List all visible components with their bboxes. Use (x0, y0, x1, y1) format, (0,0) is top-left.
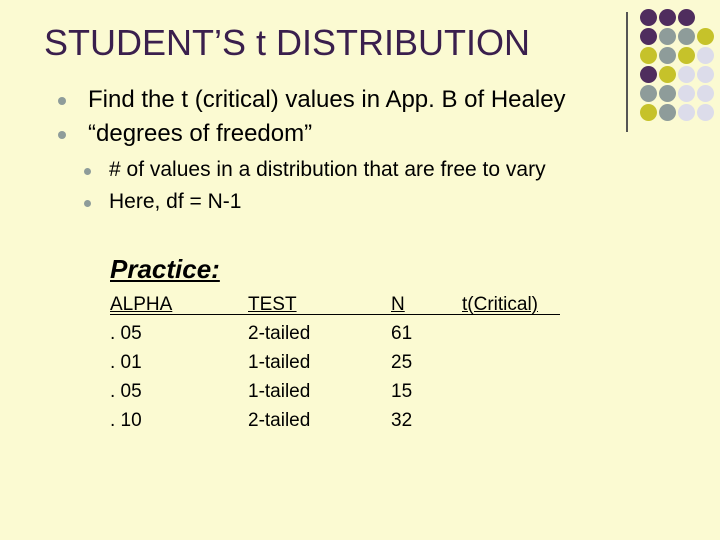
table-cell: . 10 (110, 410, 142, 431)
decorative-dot (640, 104, 657, 121)
table-cell: 61 (391, 323, 413, 344)
table-cell: . 01 (110, 352, 142, 373)
column-test (248, 290, 310, 435)
decorative-dot (659, 28, 676, 45)
column-header: TEST (248, 294, 297, 315)
table-cell: 1-tailed (248, 352, 311, 373)
sub-bullet-text: # of values in a distribution that are free to vary (109, 158, 546, 181)
decorative-dot (678, 47, 695, 64)
decorative-dot (697, 66, 714, 83)
table-cell: 15 (391, 381, 413, 402)
bullet-dot-icon (58, 131, 66, 139)
bullet-text: “degrees of freedom” (88, 120, 313, 147)
decorative-dot (697, 47, 714, 64)
table-cell: . 05 (110, 381, 142, 402)
decorative-dot (659, 104, 676, 121)
decorative-dot (678, 28, 695, 45)
decorative-dot (659, 47, 676, 64)
divider-line (626, 12, 628, 132)
table-cell: 25 (391, 352, 413, 373)
table-cell: . 05 (110, 323, 142, 344)
column-header: t(Critical) (462, 294, 538, 315)
column-alpha (110, 290, 172, 435)
column-header: N (391, 294, 405, 315)
bullet-dot-icon (84, 200, 91, 207)
slide-title: STUDENT’S t DISTRIBUTION (44, 22, 531, 63)
decorative-dot (697, 85, 714, 102)
decorative-dot (697, 28, 714, 45)
column-t-critical (462, 290, 538, 319)
decorative-dot (640, 9, 657, 26)
decorative-dot (640, 66, 657, 83)
decorative-dot (678, 85, 695, 102)
decorative-dot (659, 85, 676, 102)
practice-heading: Practice: (110, 254, 220, 284)
decorative-dot (697, 104, 714, 121)
table-cell: 2-tailed (248, 323, 311, 344)
column-header: ALPHA (110, 294, 173, 315)
decorative-dot (678, 9, 695, 26)
decorative-dot (659, 66, 676, 83)
decorative-dot (659, 9, 676, 26)
table-cell: 2-tailed (248, 410, 311, 431)
bullet-text: Find the t (critical) values in App. B of Healey (88, 86, 566, 113)
bullet-dot-icon (84, 168, 91, 175)
table-cell: 1-tailed (248, 381, 311, 402)
decorative-dot (678, 66, 695, 83)
sub-bullet-text: Here, df = N-1 (109, 190, 242, 213)
decorative-dot (678, 104, 695, 121)
table-cell: 32 (391, 410, 413, 431)
column-n (391, 290, 412, 435)
bullet-dot-icon (58, 97, 66, 105)
decorative-dot (640, 47, 657, 64)
decorative-dot (640, 85, 657, 102)
decorative-dot (640, 28, 657, 45)
